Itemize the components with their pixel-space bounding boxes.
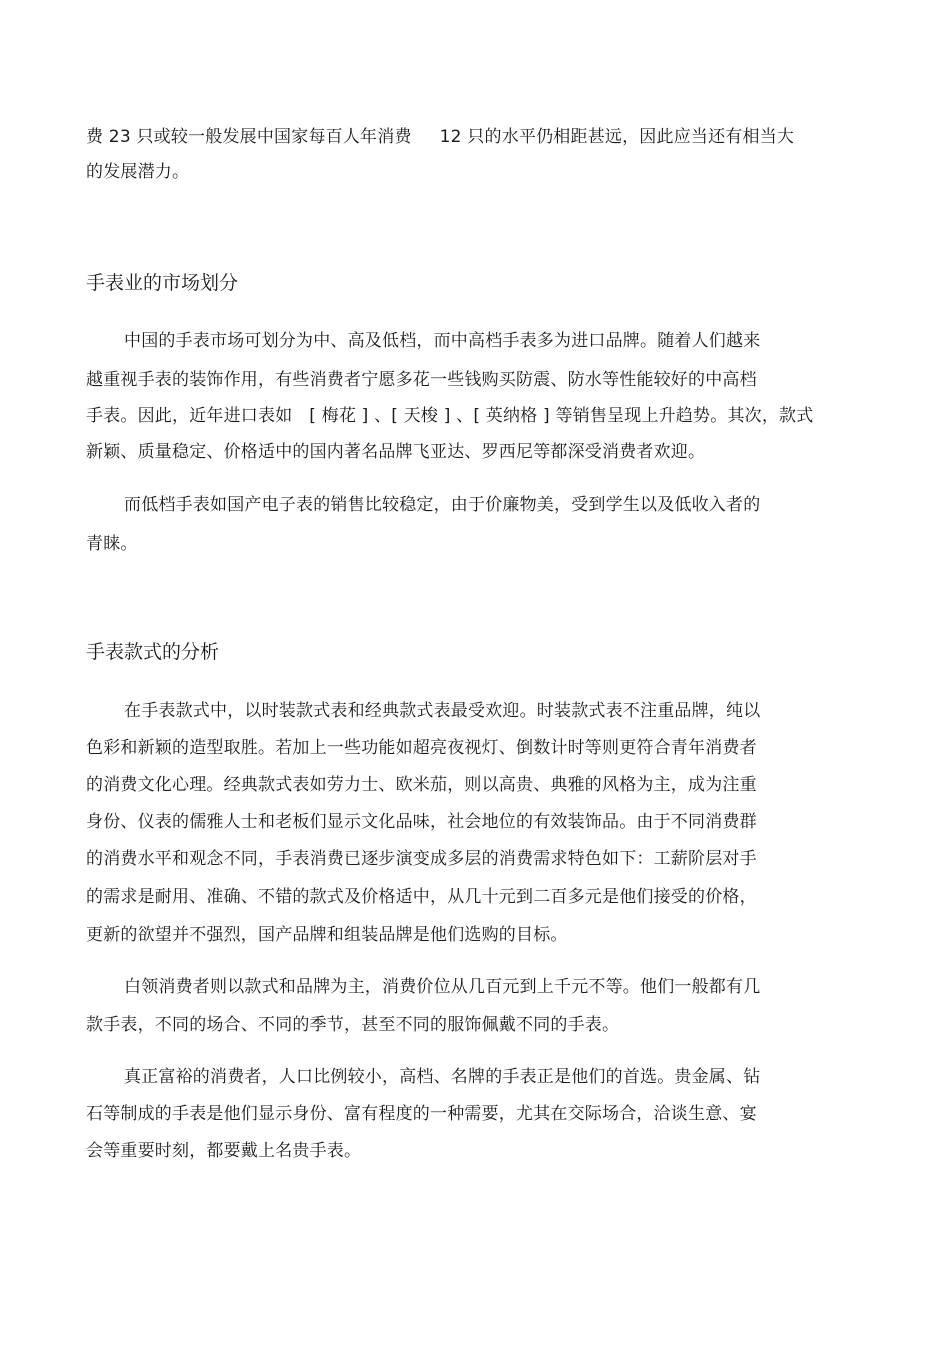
paragraph-line: 款手表，不同的场合、不同的季节，甚至不同的服饰佩戴不同的手表。 [86, 1015, 620, 1035]
paragraph-line: 的消费文化心理。经典款式表如劳力士、欧米茄，则以高贵、典雅的风格为主，成为注重 [86, 775, 757, 795]
paragraph-line: 石等制成的手表是他们显示身份、富有程度的一种需要，尤其在交际场合，洽谈生意、宴 [86, 1104, 757, 1124]
intro-line-1: 费 23 只或较一般发展中国家每百人年消费 12 只的水平仍相距甚远，因此应当还有相当大 [86, 127, 795, 147]
paragraph-line: 色彩和新颖的造型取胜。若加上一些功能如超亮夜视灯、倒数计时等则更符合青年消费者 [86, 738, 757, 758]
section-heading-market-segmentation: 手表业的市场划分 [86, 272, 239, 294]
section-heading-watch-style-analysis: 手表款式的分析 [86, 641, 220, 663]
paragraph-line: 真正富裕的消费者，人口比例较小，高档、名牌的手表正是他们的首选。贵金属、钻 [124, 1067, 761, 1087]
paragraph-line: 越重视手表的装饰作用，有些消费者宁愿多花一些钱购买防震、防水等性能较好的中高档 [86, 370, 757, 390]
paragraph-line: 白领消费者则以款式和品牌为主，消费价位从几百元到上千元不等。他们一般都有几 [124, 977, 761, 997]
paragraph-line: 而低档手表如国产电子表的销售比较稳定，由于价廉物美，受到学生以及低收入者的 [124, 495, 761, 515]
intro-line-2: 的发展潜力。 [86, 162, 190, 182]
paragraph-line: 身份、仪表的儒雅人士和老板们显示文化品味，社会地位的有效装饰品。由于不同消费群 [86, 812, 757, 832]
paragraph-line: 的消费水平和观念不同，手表消费已逐步演变成多层的消费需求特色如下：工薪阶层对手 [86, 849, 757, 869]
paragraph-line: 会等重要时刻，都要戴上名贵手表。 [86, 1141, 362, 1161]
paragraph-line: 青睐。 [86, 534, 138, 554]
paragraph-line: 手表。因此，近年进口表如 [ 梅花 ] 、[ 天梭 ] 、[ 英纳格 ] 等销售呈现上升趋势。其次，款式 [86, 406, 814, 426]
paragraph-line: 的需求是耐用、准确、不错的款式及价格适中，从几十元到二百多元是他们接受的价格， [86, 887, 757, 907]
paragraph-line: 更新的欲望并不强烈，国产品牌和组装品牌是他们选购的目标。 [86, 925, 568, 945]
paragraph-line: 新颖、质量稳定、价格适中的国内著名品牌飞亚达、罗西尼等都深受消费者欢迎。 [86, 442, 706, 462]
paragraph-line: 中国的手表市场可划分为中、高及低档，而中高档手表多为进口品牌。随着人们越来 [124, 331, 761, 351]
paragraph-line: 在手表款式中，以时装款式表和经典款式表最受欢迎。时装款式表不注重品牌，纯以 [124, 701, 761, 721]
